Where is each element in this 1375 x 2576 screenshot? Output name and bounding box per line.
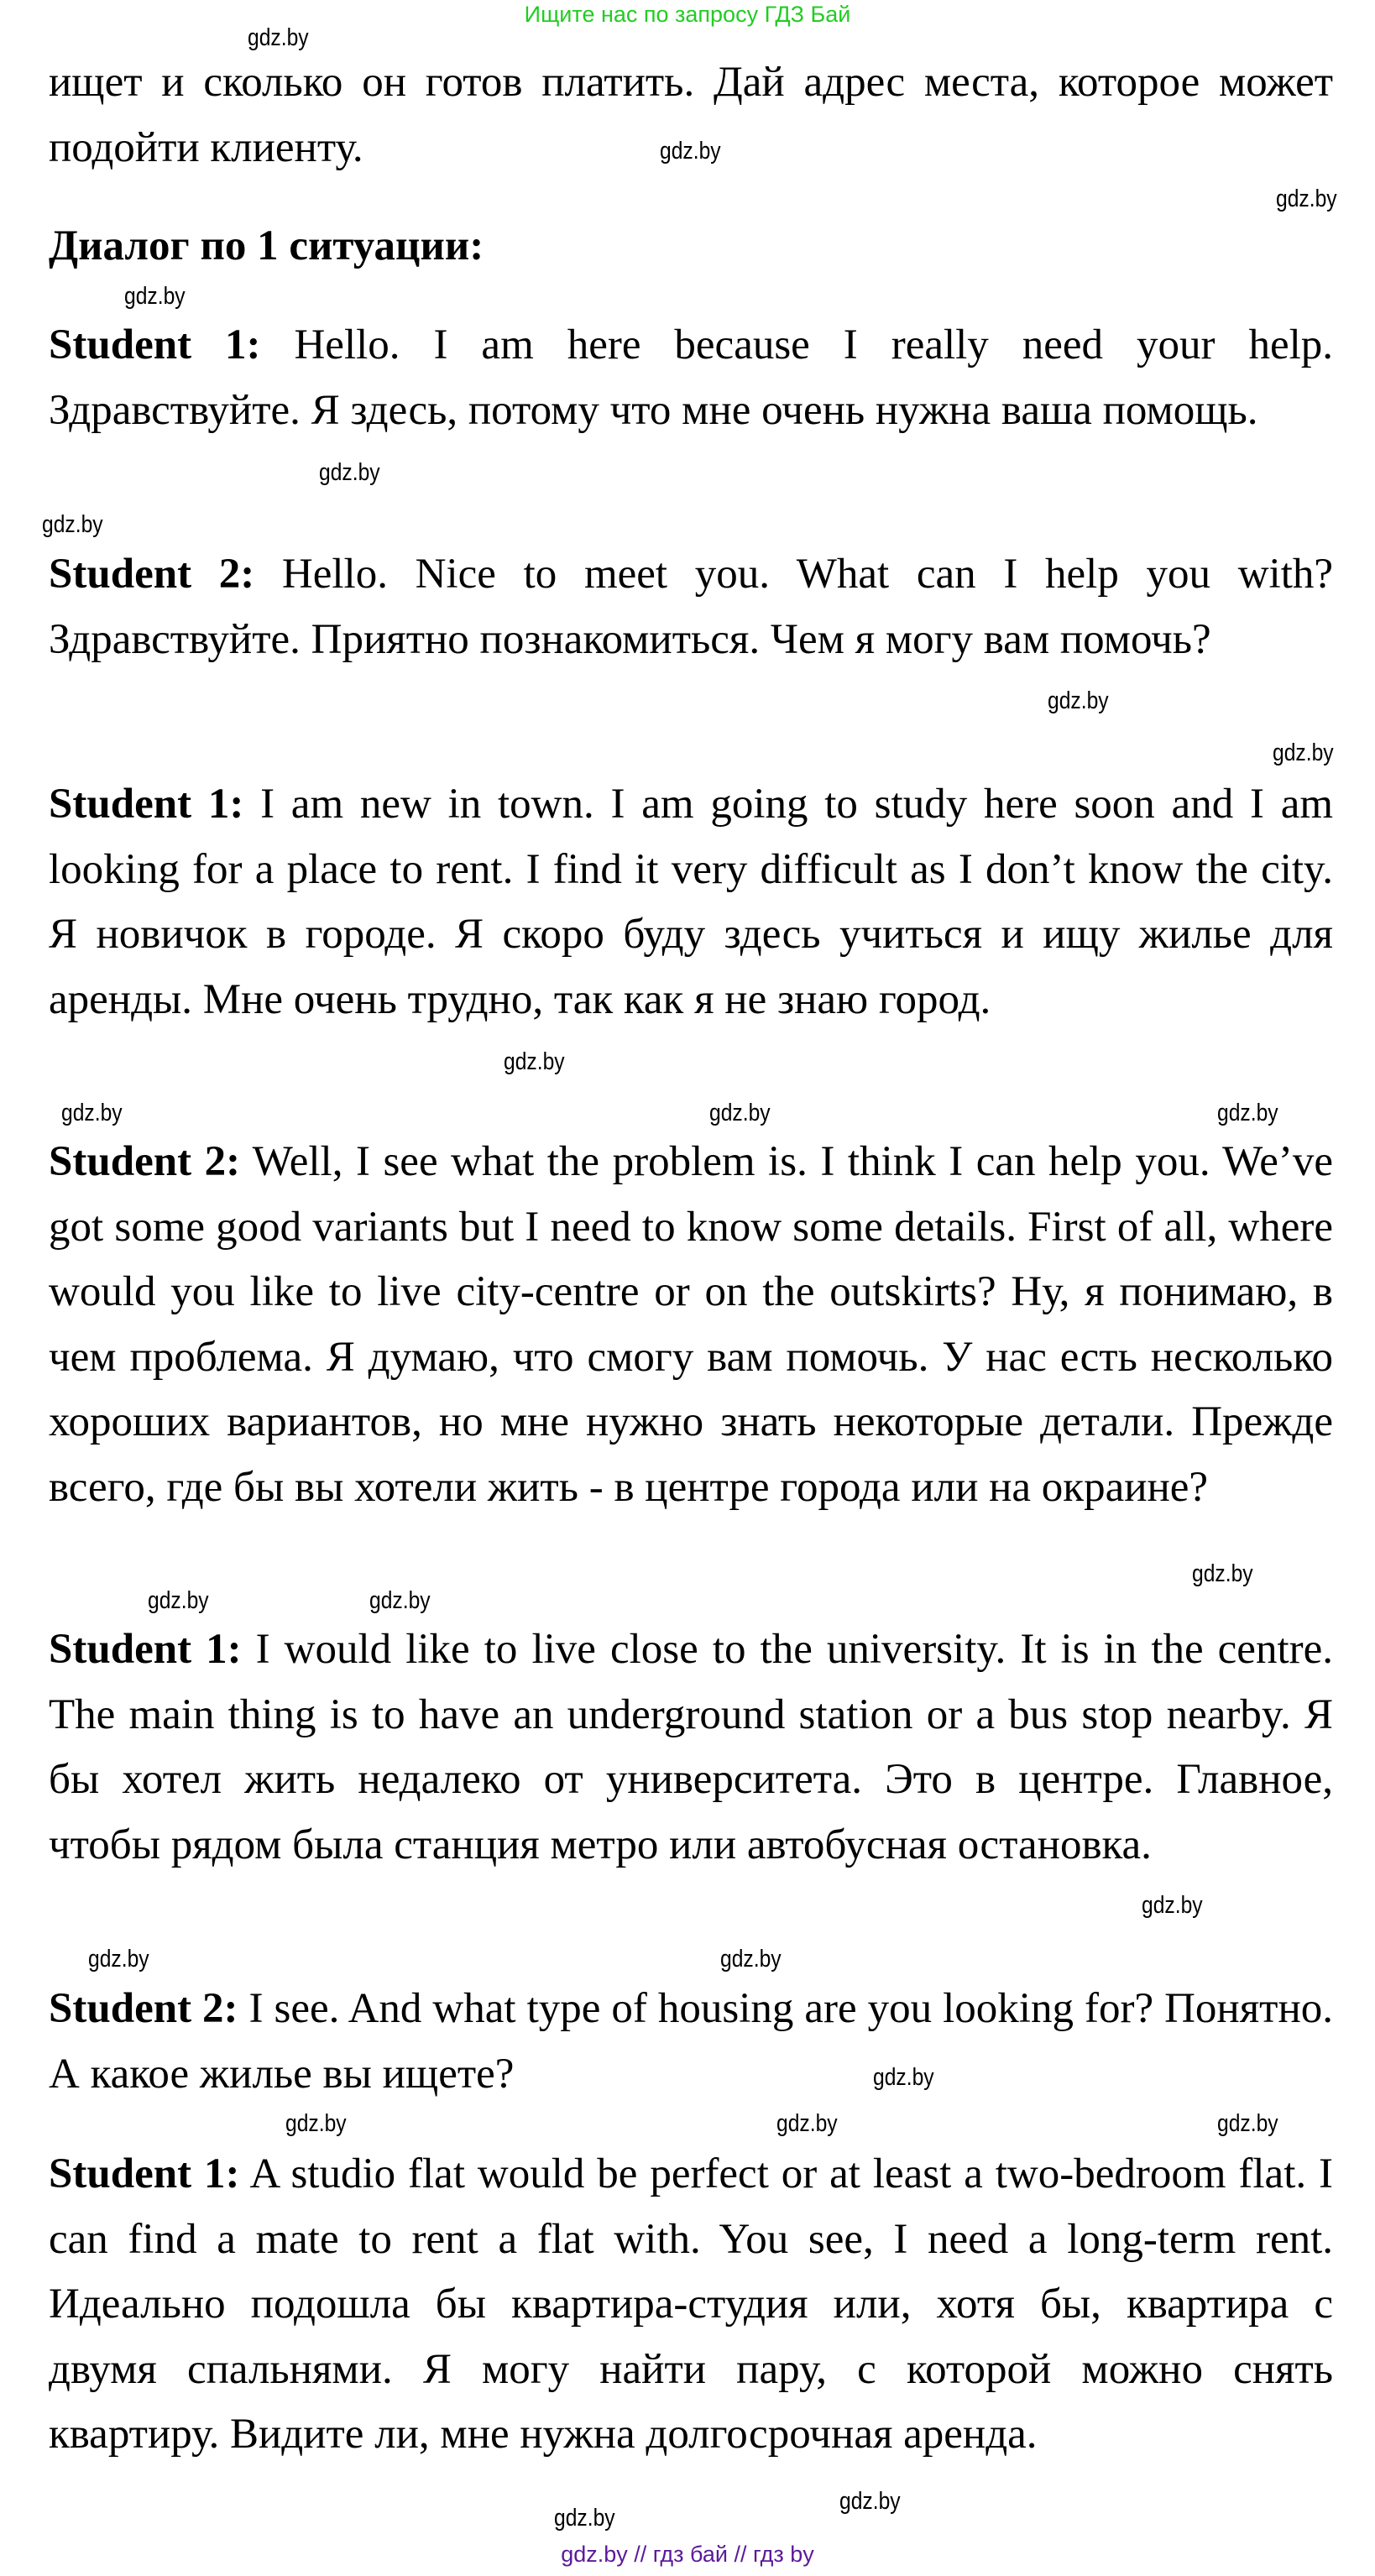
watermark: gdz.by xyxy=(248,24,309,51)
watermark: gdz.by xyxy=(148,1587,209,1614)
watermark: gdz.by xyxy=(1192,1560,1253,1587)
watermark: gdz.by xyxy=(1048,687,1109,714)
watermark: gdz.by xyxy=(42,511,103,538)
speaker-label: Student 1: xyxy=(49,781,244,828)
dialogue-text: Well, I see what the problem is. I think I can help you. We’ve got some good variants but I need to know some details. First of all, where would you like to live city-centre or on the outskirts? Ну, я понимаю, в чем проблема. Я думаю, что смогу вам помочь. У нас есть несколько хороших вариантов, но мне нужно знать некоторые детали. Прежде всего, где бы вы хотели жить - в центре города или на окраине? xyxy=(49,1138,1333,1511)
intro-paragraph: ищет и сколько он готов платить. Дай адрес места, которое может подойти клиенту. xyxy=(49,59,1333,171)
watermark: gdz.by xyxy=(1217,1100,1278,1126)
watermark: gdz.by xyxy=(504,1048,565,1075)
dialogue-text: Hello. I am here because I really need your help. Здравствуйте. Я здесь, потому что мне очень нужна ваша помощь. xyxy=(49,321,1334,434)
dialogue-line xyxy=(49,772,1333,1032)
dialogue-line xyxy=(49,542,1333,672)
watermark: gdz.by xyxy=(124,283,186,310)
watermark: gdz.by xyxy=(1273,739,1334,766)
dialogue-text: I am new in town. I am going to study here soon and I am looking for a place to rent. I find it very difficult as I don’t know the city. Я новичок в городе. Я скоро буду здесь учиться и ищу жилье для аренды. Мне очень трудно, так как я не знаю город. xyxy=(49,781,1333,1023)
watermark: gdz.by xyxy=(1142,1892,1203,1919)
watermark: gdz.by xyxy=(839,2488,901,2515)
section-heading: Диалог по 1 ситуации: xyxy=(49,222,484,269)
footer-links[interactable]: gdz.by // гдз бай // гдз by xyxy=(561,2542,814,2567)
watermark: gdz.by xyxy=(720,1946,782,1972)
dialogue-text: Hello. Nice to meet you. What can I help you with? Здравствуйте. Приятно познакомиться. Чем я могу вам помочь? xyxy=(49,551,1334,663)
watermark: gdz.by xyxy=(1276,185,1337,212)
speaker-label: Student 2: xyxy=(49,1138,241,1185)
dialogue-text: A studio flat would be perfect or at least a two-bedroom flat. I can find a mate to rent a flat with. You see, I need a long-term rent. Идеально подошла бы квартира-студия или, хотя бы, квартира с двумя спальнями. Я могу найти пару, с которой можно снять квартиру. Видите ли, мне нужна долгосрочная аренда. xyxy=(49,2150,1333,2458)
dialogue-line xyxy=(49,1130,1333,1520)
speaker-label: Student 2: xyxy=(49,551,255,598)
watermark: gdz.by xyxy=(660,138,721,165)
speaker-label: Student 1: xyxy=(49,321,261,368)
watermark: gdz.by xyxy=(88,1946,149,1972)
watermark: gdz.by xyxy=(873,2064,934,2091)
speaker-label: Student 1: xyxy=(49,1626,242,1673)
speaker-label: Student 1: xyxy=(49,2150,240,2197)
dialogue-line xyxy=(49,1977,1333,2107)
watermark: gdz.by xyxy=(776,2110,838,2137)
watermark: gdz.by xyxy=(285,2110,347,2137)
watermark: gdz.by xyxy=(319,459,380,486)
speaker-label: Student 2: xyxy=(49,1985,238,2032)
watermark: gdz.by xyxy=(554,2505,615,2532)
watermark: gdz.by xyxy=(1217,2110,1278,2137)
watermark: gdz.by xyxy=(369,1587,431,1614)
watermark: gdz.by xyxy=(709,1100,771,1126)
dialogue-text: I see. And what type of housing are you looking for? Понятно. А какое жилье вы ищете? xyxy=(49,1985,1333,2098)
watermark: gdz.by xyxy=(61,1100,123,1126)
dialogue-line xyxy=(49,2142,1333,2468)
dialogue-line xyxy=(49,1617,1333,1878)
dialogue-line xyxy=(49,313,1333,443)
search-banner[interactable]: Ищите нас по запросу ГДЗ Бай xyxy=(524,2,851,27)
dialogue-text: I would like to live close to the university. It is in the centre. The main thing is to have an underground station or a bus stop nearby. Я бы хотел жить недалеко от университета. Это в центре. Главное, чтобы рядом была станция метро или автобусная остановка. xyxy=(49,1626,1333,1868)
